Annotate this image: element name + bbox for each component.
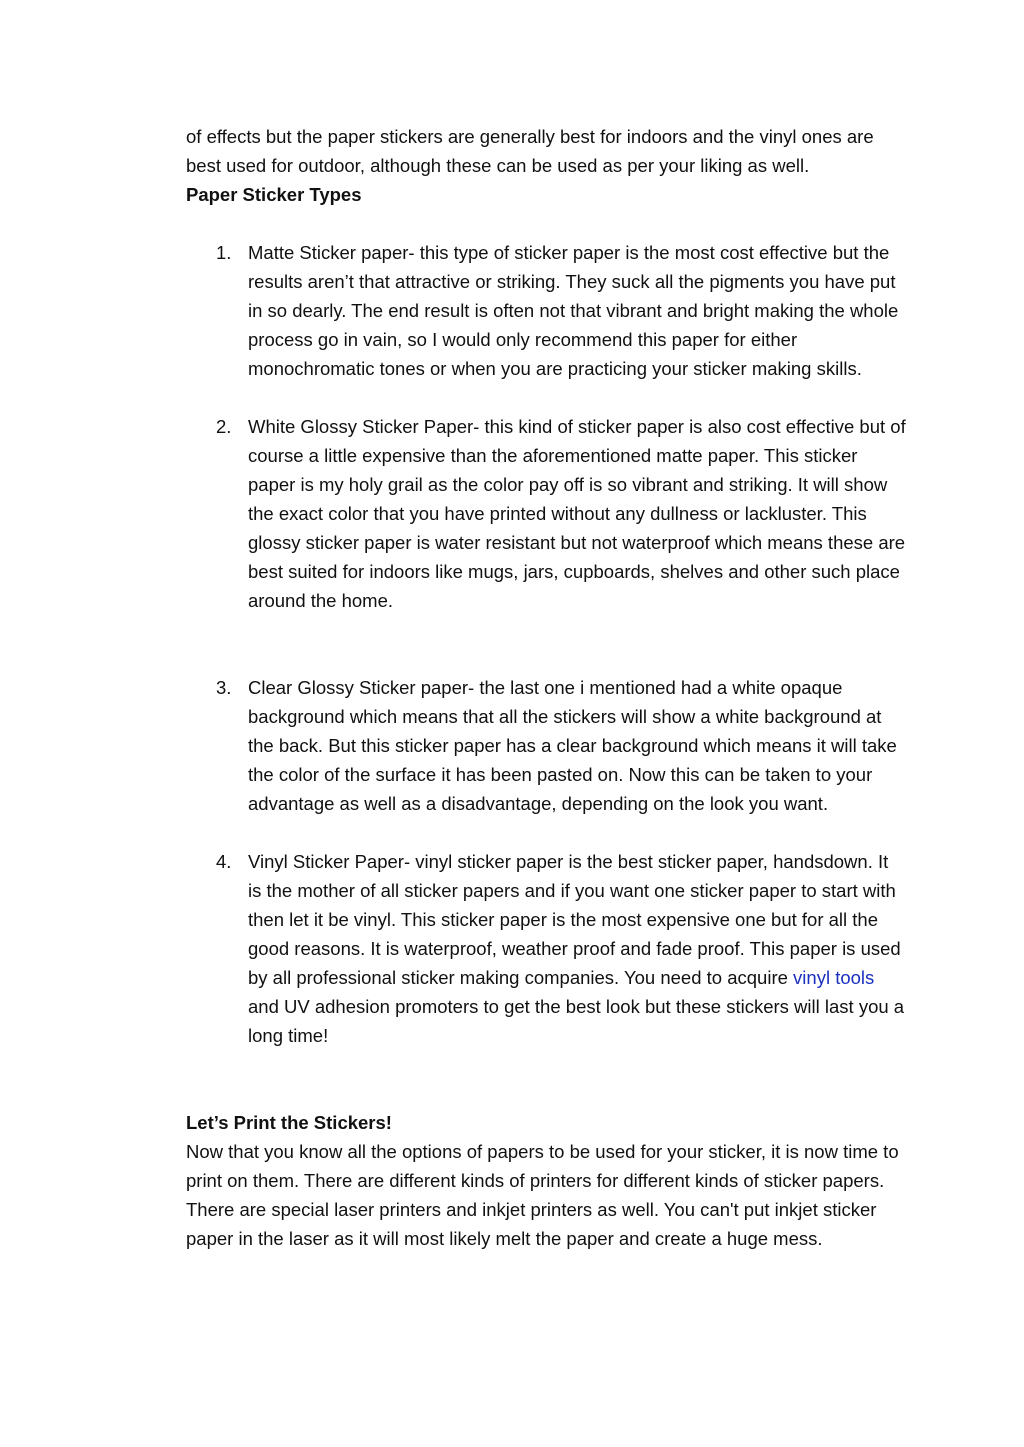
list-item-text: White Glossy Sticker Paper- this kind of sticker paper is also cost effective but of course a little expensive than the aforementioned matte paper. This sticker paper is my holy grail as the color pay off is so vibrant and striking. It will show the exact color that you have printed without any dullness or lackluster. This glossy sticker paper is water resistant but not waterproof which means these are best suited for indoors like mugs, jars, cupboards, shelves and other such place around the home. [248,416,906,611]
list-item-text: Clear Glossy Sticker paper- the last one i mentioned had a white opaque background which means that all the stickers will show a white background at the back. But this sticker paper has a clear background which means it will take the color of the surface it has been pasted on. Now this can be taken to your advantage as well as a disadvantage, depending on the look you want. [248,677,897,814]
list-item-number: 1. [216,242,232,263]
list-item [186,238,906,383]
list-item [186,673,906,818]
vinyl-tools-link[interactable]: vinyl tools [793,967,875,988]
list-item-text-after-link: and UV adhesion promoters to get the best look but these stickers will last you a long time! [248,996,905,1046]
section-spacer [186,1050,906,1108]
list-item [186,412,906,615]
print-paragraph: Now that you know all the options of papers to be used for your sticker, it is now time to print on them. There are different kinds of printers for different kinds of sticker papers. There are special laser printers and inkjet printers as well. You can't put inkjet sticker paper in the laser as it will most likely melt the paper and create a huge mess. [186,1141,899,1249]
section-heading-paper-sticker-types: Paper Sticker Types [186,184,362,205]
paper-types-list [186,238,906,1050]
list-item [186,847,906,1050]
list-spacer [186,383,906,412]
list-item-text-before-link: Vinyl Sticker Paper- vinyl sticker paper is the best sticker paper, handsdown. It is the mother of all sticker papers and if you want one sticker paper to start with then let it be vinyl. This sticker paper is the most expensive one but for all the good reasons. It is waterproof, weather proof and fade proof. This paper is used by all professional sticker making companies. You need to acquire [248,851,901,988]
list-item-text: Matte Sticker paper- this type of sticker paper is the most cost effective but the results aren’t that attractive or striking. They suck all the pigments you have put in so dearly. The end result is often not that vibrant and bright making the whole process go in vain, so I would only recommend this paper for either monochromatic tones or when you are practicing your sticker making skills. [248,242,899,379]
intro-paragraph: of effects but the paper stickers are generally best for indoors and the vinyl ones are best used for outdoor, although these can be used as per your liking as well. [186,126,874,176]
list-spacer [186,818,906,847]
section-heading-print-stickers: Let’s Print the Stickers! [186,1112,392,1133]
list-item-number: 2. [216,416,232,437]
list-item-number: 3. [216,677,232,698]
document-page [186,122,906,1253]
list-item-number: 4. [216,851,232,872]
list-spacer [186,615,906,673]
